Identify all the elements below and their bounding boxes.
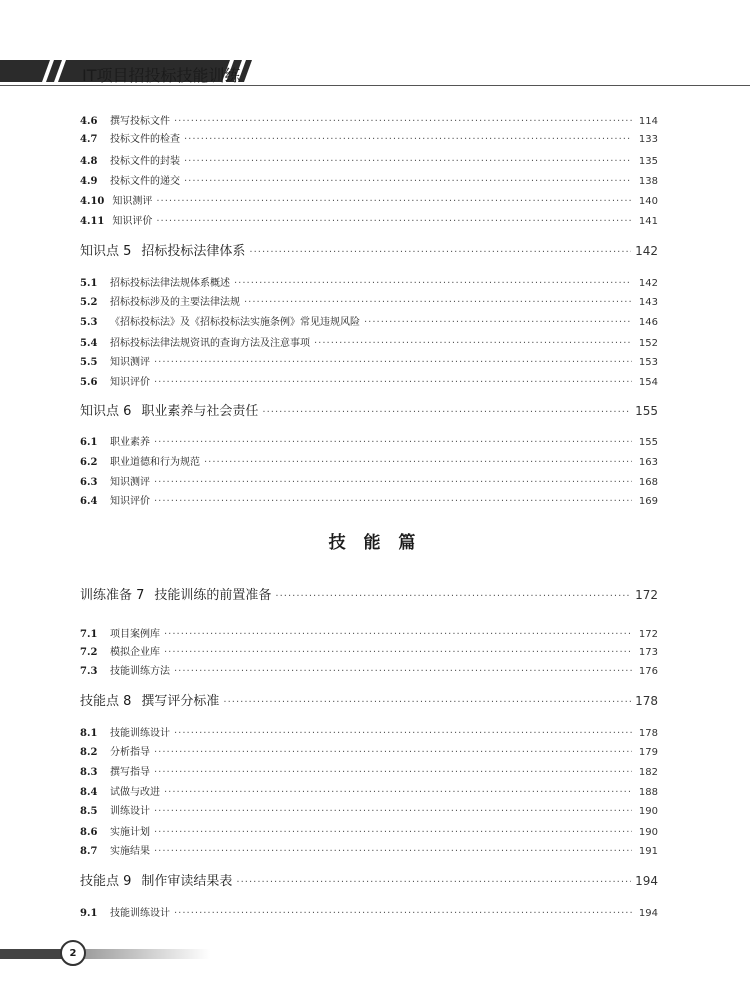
chapter-page: 172	[635, 588, 658, 602]
chapter-title: 制作审读结果表	[141, 874, 233, 889]
toc-page: 154	[638, 377, 658, 388]
leader-dots	[184, 156, 632, 167]
toc-number: 6.4	[80, 496, 98, 507]
toc-entry[interactable]	[80, 763, 658, 778]
toc-title: 技能训练设计	[110, 728, 170, 739]
leader-dots	[314, 338, 632, 349]
chapter-page: 178	[635, 694, 658, 708]
toc-entry[interactable]	[80, 473, 658, 488]
leader-dots	[154, 846, 632, 857]
toc-entry[interactable]	[80, 904, 658, 919]
toc-page: 152	[638, 338, 658, 349]
header-title: IT项目招投标技能训练	[82, 66, 241, 85]
toc-title: 实施结果	[110, 846, 150, 857]
leader-dots	[184, 176, 632, 187]
toc-page: 142	[638, 278, 658, 289]
leader-dots	[275, 591, 631, 602]
toc-number: 5.1	[80, 278, 98, 289]
leader-dots	[174, 728, 632, 739]
toc-title: 招标投标法律法规资讯的查询方法及注意事项	[110, 338, 310, 349]
toc-number: 7.3	[80, 666, 98, 677]
chapter-page: 142	[635, 244, 658, 258]
toc-number: 6.3	[80, 477, 98, 488]
toc-title: 知识评价	[110, 496, 150, 507]
leader-dots	[174, 666, 632, 677]
leader-dots	[154, 377, 632, 388]
toc-title: 试做与改进	[110, 787, 160, 798]
toc-number: 4.7	[80, 134, 98, 145]
toc-number: 8.5	[80, 806, 98, 817]
toc-entry[interactable]	[80, 842, 658, 857]
footer-bar-right	[80, 949, 210, 959]
toc-page: 140	[638, 196, 658, 207]
toc-entry[interactable]	[80, 293, 658, 308]
toc-entry[interactable]	[80, 334, 658, 349]
toc-page: 146	[638, 317, 658, 328]
toc-number: 8.6	[80, 827, 98, 838]
toc-number: 5.5	[80, 357, 98, 368]
toc-entry[interactable]	[80, 492, 658, 507]
toc-title: 模拟企业库	[110, 647, 160, 658]
toc-number: 8.3	[80, 767, 98, 778]
toc-title: 分析指导	[110, 747, 150, 758]
toc-title: 投标文件的检查	[110, 134, 180, 145]
page-number: 2	[60, 940, 86, 966]
toc-entry[interactable]	[80, 453, 658, 468]
toc-entry[interactable]	[80, 212, 658, 227]
leader-dots	[156, 216, 632, 227]
leader-dots	[164, 647, 632, 658]
toc-number: 6.2	[80, 457, 98, 468]
toc-page: 176	[638, 666, 658, 677]
chapter-label: 知识点 5	[80, 244, 132, 259]
leader-dots	[154, 827, 632, 838]
toc-page: 178	[638, 728, 658, 739]
toc-title: 项目案例库	[110, 629, 160, 640]
leader-dots	[184, 134, 632, 145]
toc-page: 191	[638, 846, 658, 857]
toc-title: 技能训练方法	[110, 666, 170, 677]
toc-page: 114	[638, 116, 658, 127]
leader-dots	[156, 196, 632, 207]
leader-dots	[262, 407, 631, 418]
leader-dots	[154, 767, 632, 778]
toc-number: 7.1	[80, 629, 98, 640]
toc-page: 188	[638, 787, 658, 798]
toc-entry[interactable]	[80, 783, 658, 798]
toc-title: 知识评价	[110, 377, 150, 388]
toc-page: 135	[638, 156, 658, 167]
chapter-label: 技能点 8	[80, 694, 132, 709]
leader-dots	[164, 629, 632, 640]
toc-title: 训练设计	[110, 806, 150, 817]
toc-page: 141	[638, 216, 658, 227]
toc-number: 6.1	[80, 437, 98, 448]
toc-title: 撰写指导	[110, 767, 150, 778]
toc-title: 职业道德和行为规范	[110, 457, 200, 468]
leader-dots	[164, 787, 632, 798]
part-title: 技 能 篇	[328, 533, 422, 553]
toc-title: 招标投标法律法规体系概述	[110, 278, 230, 289]
toc-page: 172	[638, 629, 658, 640]
toc-title: 知识测评	[110, 357, 150, 368]
leader-dots	[154, 747, 632, 758]
chapter-page: 155	[635, 404, 658, 418]
toc-page: 133	[638, 134, 658, 145]
toc-number: 8.4	[80, 787, 98, 798]
toc-number: 8.7	[80, 846, 98, 857]
toc-chapter-6[interactable]	[80, 400, 658, 419]
toc-entry[interactable]	[80, 662, 658, 677]
footer-bar-left	[0, 949, 64, 959]
toc-title: 职业素养	[110, 437, 150, 448]
toc-page: 173	[638, 647, 658, 658]
toc-number: 4.10	[80, 196, 105, 207]
toc-number: 8.2	[80, 747, 98, 758]
chapter-label: 训练准备 7	[80, 588, 145, 603]
toc-entry[interactable]	[80, 373, 658, 388]
toc-title: 撰写投标文件	[110, 116, 170, 127]
leader-dots	[364, 317, 632, 328]
toc-title: 技能训练设计	[110, 908, 170, 919]
toc-number: 5.3	[80, 317, 98, 328]
toc-entry[interactable]	[80, 802, 658, 817]
chapter-label: 技能点 9	[80, 874, 132, 889]
chapter-page: 194	[635, 874, 658, 888]
leader-dots	[223, 697, 631, 708]
toc-page: 179	[638, 747, 658, 758]
toc-number: 5.6	[80, 377, 98, 388]
toc-chapter-7[interactable]	[80, 584, 658, 603]
leader-dots	[244, 297, 632, 308]
leader-dots	[174, 116, 632, 127]
toc-entry[interactable]	[80, 433, 658, 448]
toc-page: 169	[638, 496, 658, 507]
toc-title: 招标投标涉及的主要法律法规	[110, 297, 240, 308]
toc-page: 168	[638, 477, 658, 488]
toc-entry[interactable]	[80, 625, 658, 640]
toc-chapter-5[interactable]	[80, 240, 658, 259]
toc-title: 实施计划	[110, 827, 150, 838]
toc-entry[interactable]	[80, 274, 658, 289]
leader-dots	[154, 477, 632, 488]
chapter-title: 招标投标法律体系	[141, 244, 246, 259]
toc-page: 138	[638, 176, 658, 187]
toc-page: 153	[638, 357, 658, 368]
toc-entry[interactable]	[80, 724, 658, 739]
toc-entry[interactable]	[80, 313, 658, 328]
toc-number: 4.6	[80, 116, 98, 127]
toc-entry[interactable]	[80, 192, 658, 207]
leader-dots	[154, 357, 632, 368]
leader-dots	[154, 496, 632, 507]
toc-number: 4.11	[80, 216, 105, 227]
leader-dots	[174, 908, 632, 919]
toc-entry[interactable]	[80, 643, 658, 658]
toc-number: 5.4	[80, 338, 98, 349]
chapter-title: 撰写评分标准	[141, 694, 220, 709]
toc-page: 194	[638, 908, 658, 919]
toc-entry[interactable]	[80, 112, 658, 127]
toc-page: 182	[638, 767, 658, 778]
toc-number: 9.1	[80, 908, 98, 919]
toc-number: 5.2	[80, 297, 98, 308]
toc-number: 8.1	[80, 728, 98, 739]
toc-page: 143	[638, 297, 658, 308]
leader-dots	[234, 278, 632, 289]
toc-page: 190	[638, 827, 658, 838]
toc-title: 《招标投标法》及《招标投标法实施条例》常见违规风险	[110, 317, 360, 328]
leader-dots	[204, 457, 632, 468]
chapter-title: 职业素养与社会责任	[141, 404, 259, 419]
leader-dots	[236, 877, 631, 888]
toc-entry[interactable]	[80, 152, 658, 167]
toc-entry[interactable]	[80, 353, 658, 368]
leader-dots	[154, 806, 632, 817]
toc-title: 知识测评	[112, 196, 153, 207]
toc-entry[interactable]	[80, 743, 658, 758]
toc-page: 190	[638, 806, 658, 817]
toc-chapter-8[interactable]	[80, 690, 658, 709]
toc-entry[interactable]	[80, 172, 658, 187]
leader-dots	[249, 247, 631, 258]
leader-dots	[154, 437, 632, 448]
toc-number: 4.8	[80, 156, 98, 167]
chapter-title: 技能训练的前置准备	[154, 588, 272, 603]
toc-page: 163	[638, 457, 658, 468]
toc-number: 7.2	[80, 647, 98, 658]
chapter-label: 知识点 6	[80, 404, 132, 419]
toc-title: 知识测评	[110, 477, 150, 488]
toc-number: 4.9	[80, 176, 98, 187]
toc-title: 投标文件的递交	[110, 176, 180, 187]
toc-entry[interactable]	[80, 130, 658, 145]
toc-title: 投标文件的封装	[110, 156, 180, 167]
toc-title: 知识评价	[112, 216, 153, 227]
toc-chapter-9[interactable]	[80, 870, 658, 889]
toc-entry[interactable]	[80, 823, 658, 838]
toc-page: 155	[638, 437, 658, 448]
